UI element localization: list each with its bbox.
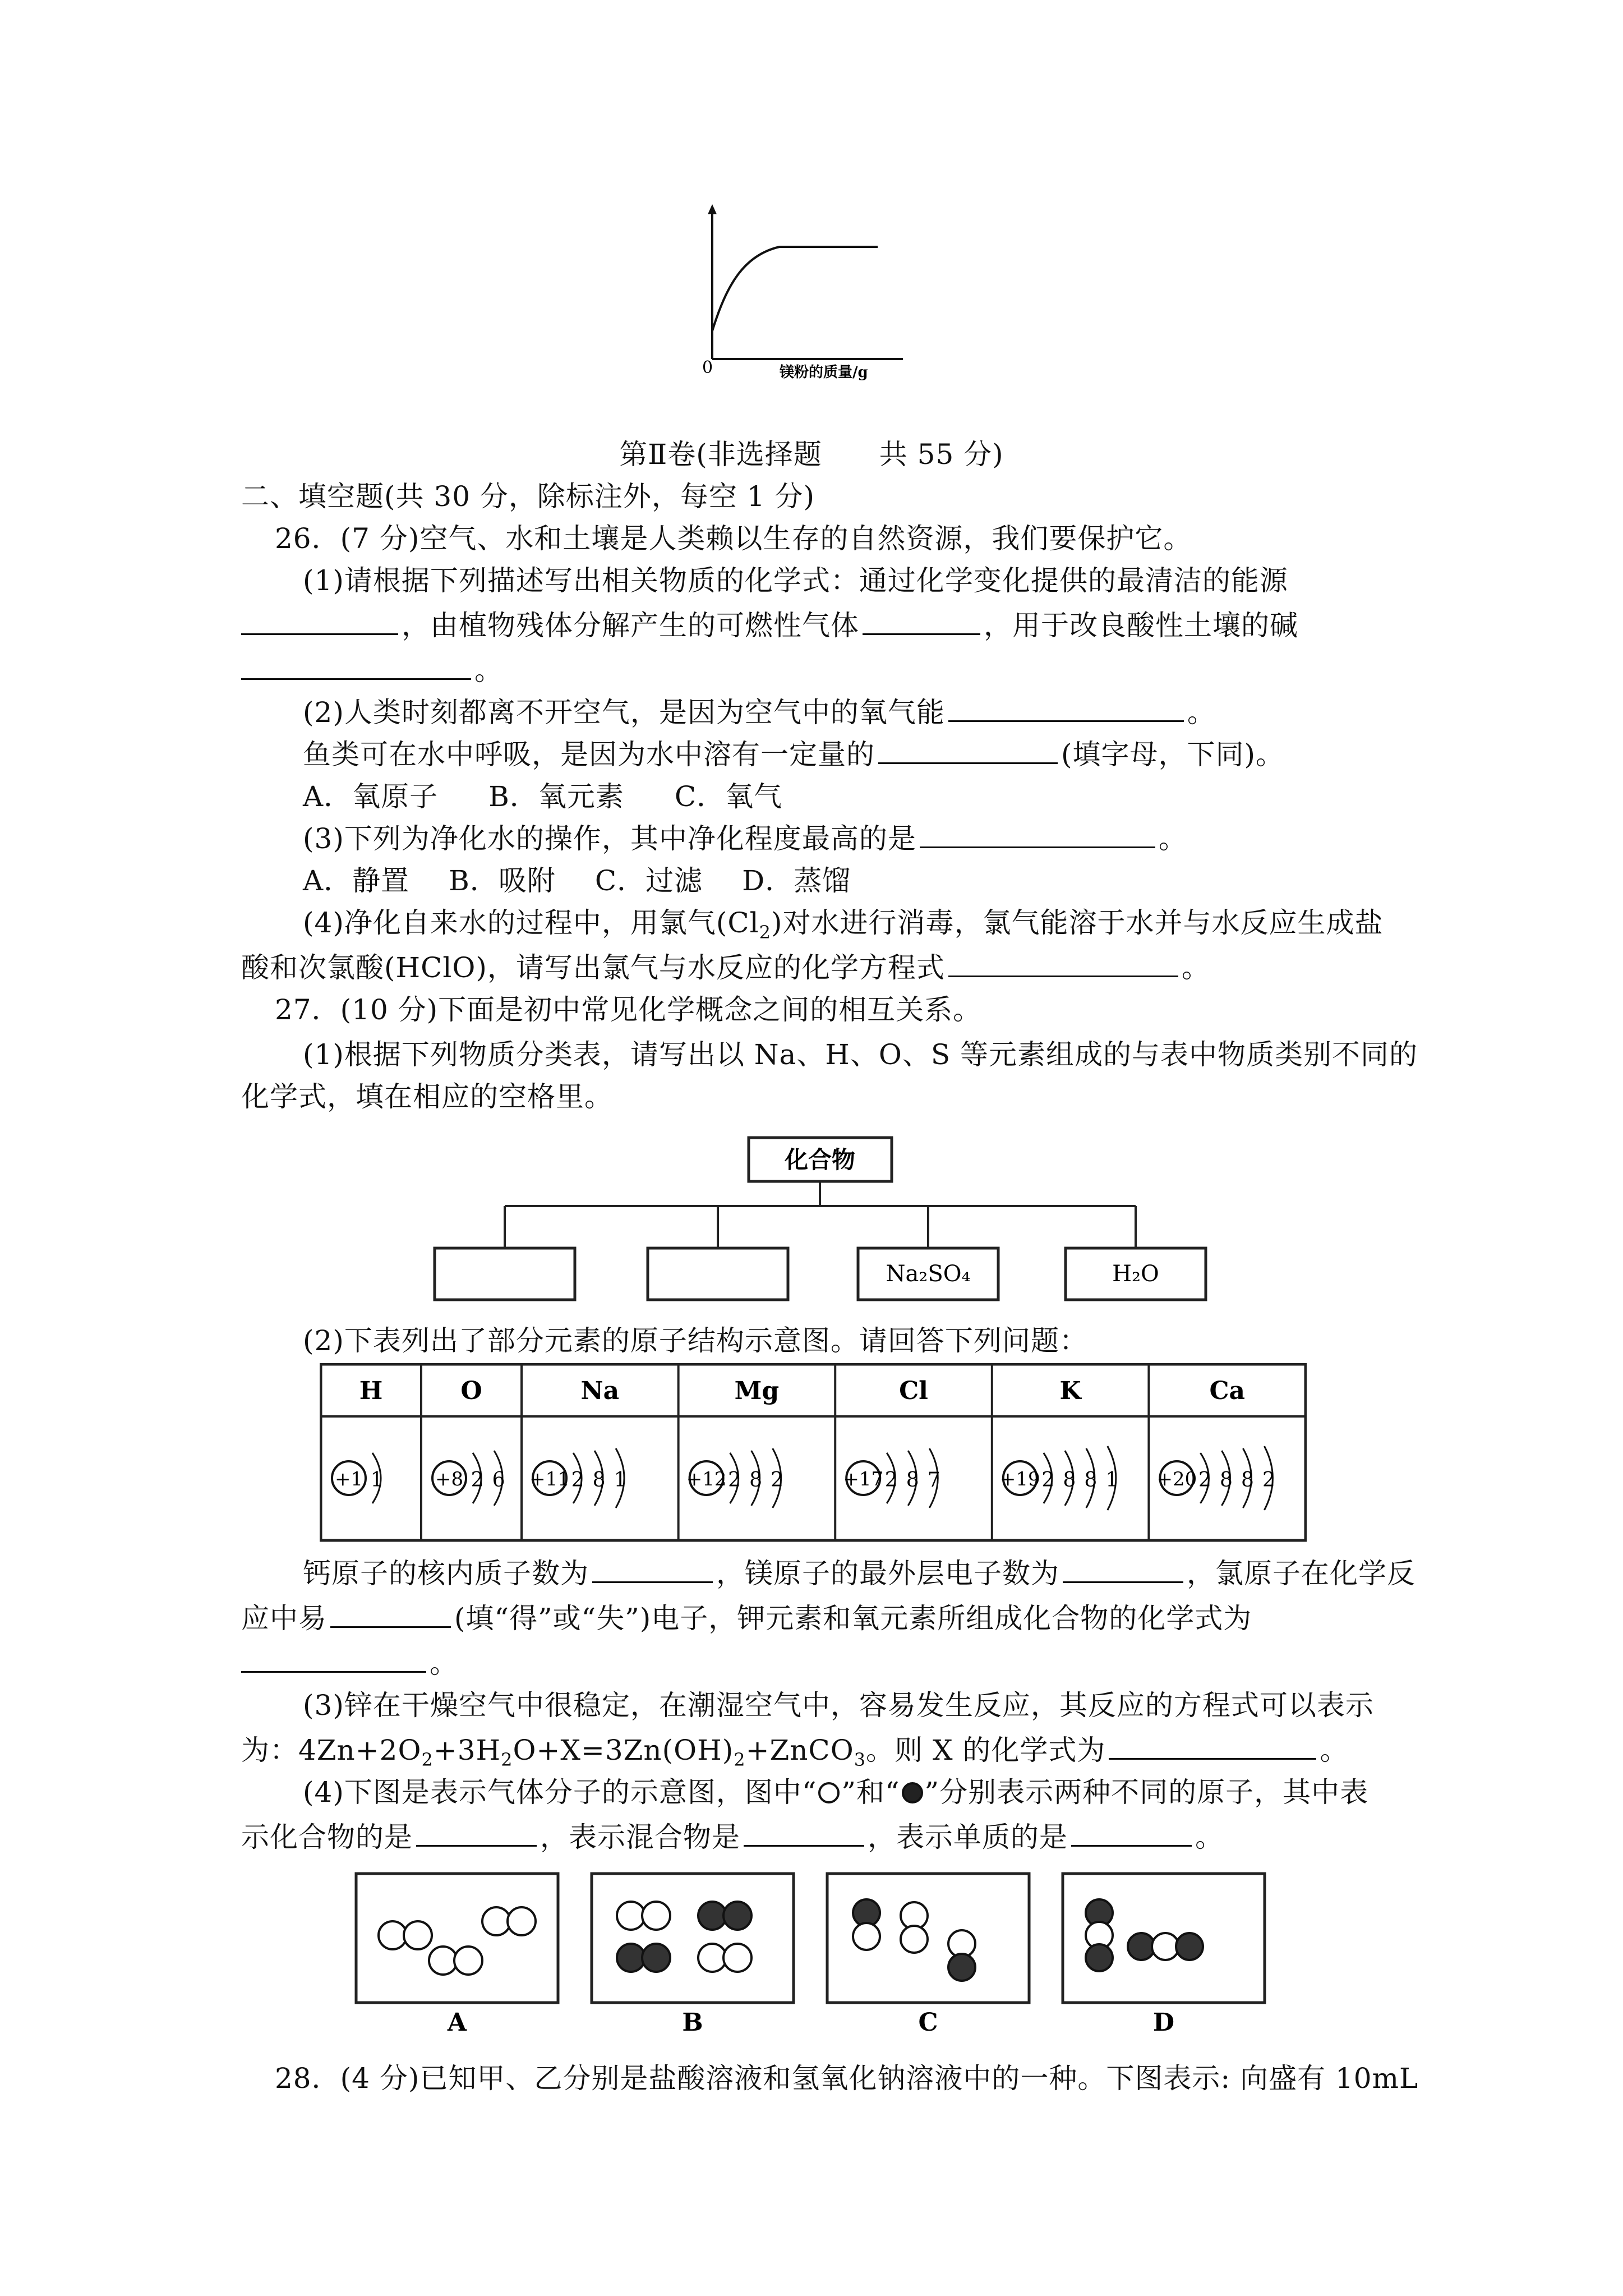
black-atom [642, 1944, 670, 1972]
shell-electron-count: 2 [471, 1469, 484, 1492]
y-axis-arrow [708, 204, 717, 214]
shell-electron-count: 1 [370, 1469, 384, 1492]
q26-p2-options [303, 780, 833, 813]
q27-text: +ZnCO [745, 1734, 854, 1766]
white-atom [404, 1921, 432, 1949]
element-symbol-o: O [460, 1377, 482, 1405]
molecule-label-c: C [918, 2008, 938, 2036]
q26-p2-line1 [303, 696, 1216, 729]
shell-electron-count: 7 [927, 1469, 940, 1492]
molecule-label-d: D [1152, 2008, 1175, 2036]
top-chart [695, 202, 909, 387]
q26-p3-end: 。 [1158, 822, 1187, 855]
q27-p1-line2: 化学式，填在相应的空格里。 [241, 1080, 613, 1113]
q26-p3-text: (3)下列为净化水的操作，其中净化程度最高的是 [303, 822, 916, 855]
q26-p1-line2 [241, 609, 1298, 642]
q26-p4-line1 [303, 906, 1383, 949]
answer-blank[interactable] [948, 696, 1184, 722]
q26-p2-text: (2)人类时刻都离不开空气，是因为空气中的氧气能 [303, 696, 945, 729]
chart-x-label: 镁粉的质量/g [780, 364, 868, 381]
white-atom [723, 1944, 751, 1972]
q27-text: 。 [1320, 1734, 1349, 1766]
black-atom [617, 1944, 645, 1972]
shell-electron-count: 8 [592, 1469, 606, 1492]
q27-head: 27．(10 分)下面是初中常见化学概念之间的相互关系。 [275, 993, 982, 1026]
chart-origin-label: 0 [702, 358, 713, 378]
q27-text: 。 [1195, 1821, 1224, 1853]
shell-electron-count: 2 [884, 1469, 898, 1492]
q27-text: 。 [430, 1647, 458, 1680]
q27-text: +3H [433, 1734, 501, 1766]
black-atom [1176, 1933, 1203, 1960]
compound-tree [426, 1133, 1211, 1307]
nucleus-charge: +19 [999, 1468, 1040, 1490]
shell-electron-count: 6 [492, 1469, 505, 1492]
tree-leaf-h2o-label: H₂O [1112, 1261, 1159, 1287]
q27-text: 示化合物的是 [241, 1821, 413, 1853]
chart-curve [712, 247, 878, 331]
answer-blank[interactable] [592, 1557, 713, 1583]
shell-electron-count: 2 [1041, 1469, 1055, 1492]
shell-electron-count: 1 [614, 1469, 627, 1492]
subscript: 2 [759, 922, 771, 943]
option-a[interactable]: A．静置 [303, 864, 410, 897]
answer-blank[interactable] [241, 609, 398, 635]
q27-text: ，镁原子的最外层电子数为 [716, 1557, 1059, 1590]
tree-leaf-blank-2[interactable] [648, 1248, 788, 1300]
q27-text: ”和“ [841, 1776, 900, 1809]
atom-structure-table [320, 1363, 1307, 1543]
answer-blank[interactable] [1063, 1557, 1183, 1583]
shell-electron-count: 2 [1198, 1469, 1211, 1492]
nucleus-charge: +20 [1156, 1468, 1197, 1490]
white-atom [482, 1907, 510, 1935]
q26-p2-end: 。 [1187, 696, 1216, 729]
molecule-label-a: A [447, 2008, 467, 2036]
molecule-box-b[interactable] [592, 1874, 794, 2003]
black-atom [723, 1902, 751, 1930]
q27-p2-q-line3 [241, 1646, 458, 1680]
black-atom [1086, 1944, 1113, 1971]
element-symbol-h: H [359, 1377, 383, 1405]
q27-text: ”分别表示两种不同的原子，其中表 [924, 1776, 1369, 1809]
q27-p4-line1 [303, 1775, 1368, 1809]
element-symbol-cl: Cl [899, 1377, 928, 1405]
answer-blank[interactable] [241, 1646, 426, 1673]
nucleus-charge: +1 [334, 1468, 363, 1490]
q27-text: ，氯原子在化学反 [1187, 1557, 1415, 1590]
q27-p2-intro: (2)下表列出了部分元素的原子结构示意图。请回答下列问题： [303, 1324, 1088, 1357]
answer-blank[interactable] [920, 822, 1155, 848]
q26-p4-text-b: )对水进行消毒，氯气能溶于水并与水反应生成盐 [771, 907, 1384, 939]
shell-electron-count: 2 [1262, 1469, 1275, 1492]
q26-p2-text2: 鱼类可在水中呼吸，是因为水中溶有一定量的 [303, 738, 875, 771]
subscript: 3 [854, 1749, 866, 1770]
q27-text: ，表示混合物是 [540, 1821, 740, 1853]
q27-p3-line1: (3)锌在干燥空气中很稳定，在潮湿空气中，容易发生反应，其反应的方程式可以表示 [303, 1689, 1374, 1722]
nucleus-charge: +12 [686, 1468, 727, 1490]
nucleus-charge: +11 [529, 1468, 570, 1490]
tree-leaf-blank-1[interactable] [435, 1248, 575, 1300]
q27-text: 钙原子的核内质子数为 [303, 1557, 589, 1590]
shell-electron-count: 8 [1063, 1469, 1076, 1492]
white-atom [508, 1907, 536, 1935]
q27-p2-q-line2 [241, 1602, 1252, 1635]
black-atom [948, 1954, 975, 1981]
q27-text: 应中易 [241, 1602, 327, 1635]
subscript: 2 [501, 1749, 513, 1770]
q26-p4-text2: 酸和次氯酸(HClO)，请写出氯气与水反应的化学方程式 [241, 951, 945, 984]
answer-blank[interactable] [878, 738, 1058, 764]
answer-blank[interactable] [948, 951, 1178, 977]
option-b[interactable]: B．氧元素 [488, 780, 624, 813]
option-a[interactable]: A．氧原子 [303, 780, 439, 813]
element-symbol-mg: Mg [734, 1377, 780, 1405]
q27-text: ，表示单质的是 [868, 1821, 1068, 1853]
section-intro: 二、填空题(共 30 分，除标注外，每空 1 分) [241, 480, 815, 513]
shell-electron-count: 8 [1084, 1469, 1098, 1492]
answer-blank[interactable] [744, 1820, 864, 1847]
molecule-label-b: B [682, 2008, 703, 2036]
q27-text: (4)下图是表示气体分子的示意图，图中“ [303, 1776, 817, 1809]
q27-text: (填“得”或“失”)电子，钾元素和氧元素所组成化合物的化学式为 [454, 1602, 1252, 1635]
white-atom [853, 1923, 880, 1950]
answer-blank[interactable] [241, 654, 471, 680]
q26-p1-line3 [241, 654, 503, 687]
white-atom [1152, 1933, 1179, 1960]
shell-electron-count: 8 [906, 1469, 919, 1492]
tree-leaf-na2so4-label: Na₂SO₄ [886, 1261, 971, 1287]
q26-p3-line1 [303, 822, 1187, 855]
q27-text: 。则 X 的化学式为 [866, 1734, 1106, 1766]
white-atom [698, 1944, 726, 1972]
option-c[interactable]: C．氧气 [674, 780, 783, 813]
q26-p4-end: 。 [1181, 951, 1210, 984]
black-atom [698, 1902, 726, 1930]
black-atom [1128, 1933, 1155, 1960]
q26-head: 26．(7 分)空气、水和土壤是人类赖以生存的自然资源，我们要保护它。 [275, 522, 1192, 555]
section-title: 第Ⅱ卷(非选择题 共 55 分) [619, 438, 1004, 471]
shell-electron-count: 8 [1241, 1469, 1254, 1492]
shell-electron-count: 2 [771, 1469, 784, 1492]
q27-p4-line2 [241, 1820, 1224, 1854]
shell-electron-count: 2 [728, 1469, 741, 1492]
black-atom-icon [900, 1780, 925, 1805]
white-atom [454, 1947, 482, 1975]
answer-blank[interactable] [1109, 1733, 1316, 1760]
q27-text: 为：4Zn+2O [241, 1734, 422, 1766]
answer-blank[interactable] [1071, 1820, 1192, 1847]
white-atom [901, 1926, 928, 1953]
answer-blank[interactable] [863, 609, 980, 635]
subscript: 2 [421, 1749, 434, 1770]
white-atom-icon [817, 1780, 841, 1805]
q26-p1-end: 。 [474, 654, 503, 687]
shell-electron-count: 1 [1105, 1469, 1119, 1492]
molecule-diagrams [348, 1868, 1279, 2036]
q26-p2-line2 [303, 738, 1284, 771]
tree-root-label: 化合物 [784, 1146, 856, 1174]
element-symbol-ca: Ca [1209, 1377, 1245, 1405]
answer-blank[interactable] [330, 1602, 451, 1628]
answer-blank[interactable] [416, 1820, 537, 1847]
white-atom [379, 1921, 407, 1949]
q26-p4-text: (4)净化自来水的过程中，用氯气(Cl [303, 907, 759, 939]
shell-electron-count: 8 [749, 1469, 763, 1492]
q28-head: 28．(4 分)已知甲、乙分别是盐酸溶液和氢氧化钠溶液中的一种。下图表示: 向盛有 10mL [275, 2062, 1419, 2095]
shell-electron-count: 8 [1219, 1469, 1233, 1492]
element-symbol-na: Na [580, 1377, 620, 1405]
option-c[interactable]: C．过滤 [594, 864, 703, 897]
q27-p2-q-line1 [303, 1557, 1415, 1590]
white-atom [617, 1902, 645, 1930]
option-d[interactable]: D．蒸馏 [742, 864, 851, 897]
nucleus-charge: +17 [843, 1468, 884, 1490]
white-atom [642, 1902, 670, 1930]
subscript: 2 [734, 1749, 746, 1770]
q26-p1-text-a: ，由植物残体分解产生的可燃性气体 [402, 609, 859, 642]
element-symbol-k: K [1059, 1377, 1081, 1405]
q26-p3-options [303, 864, 901, 898]
q26-p4-line2 [241, 951, 1210, 984]
q27-text: O+X=3Zn(OH) [513, 1734, 734, 1766]
shell-electron-count: 2 [571, 1469, 584, 1492]
white-atom [429, 1947, 457, 1975]
option-b[interactable]: B．吸附 [449, 864, 556, 897]
nucleus-charge: +8 [435, 1468, 464, 1490]
q26-p2-end2: (填字母，下同)。 [1061, 738, 1285, 771]
q26-p1-line1: (1)请根据下列描述写出相关物质的化学式：通过化学变化提供的最清洁的能源 [303, 564, 1288, 597]
q26-p1-text-b: ，用于改良酸性土壤的碱 [984, 609, 1298, 642]
q27-p1-line1: (1)根据下列物质分类表，请写出以 Na、H、O、S 等元素组成的与表中物质类别不同的 [303, 1038, 1418, 1071]
q27-p3-line2 [241, 1733, 1348, 1777]
